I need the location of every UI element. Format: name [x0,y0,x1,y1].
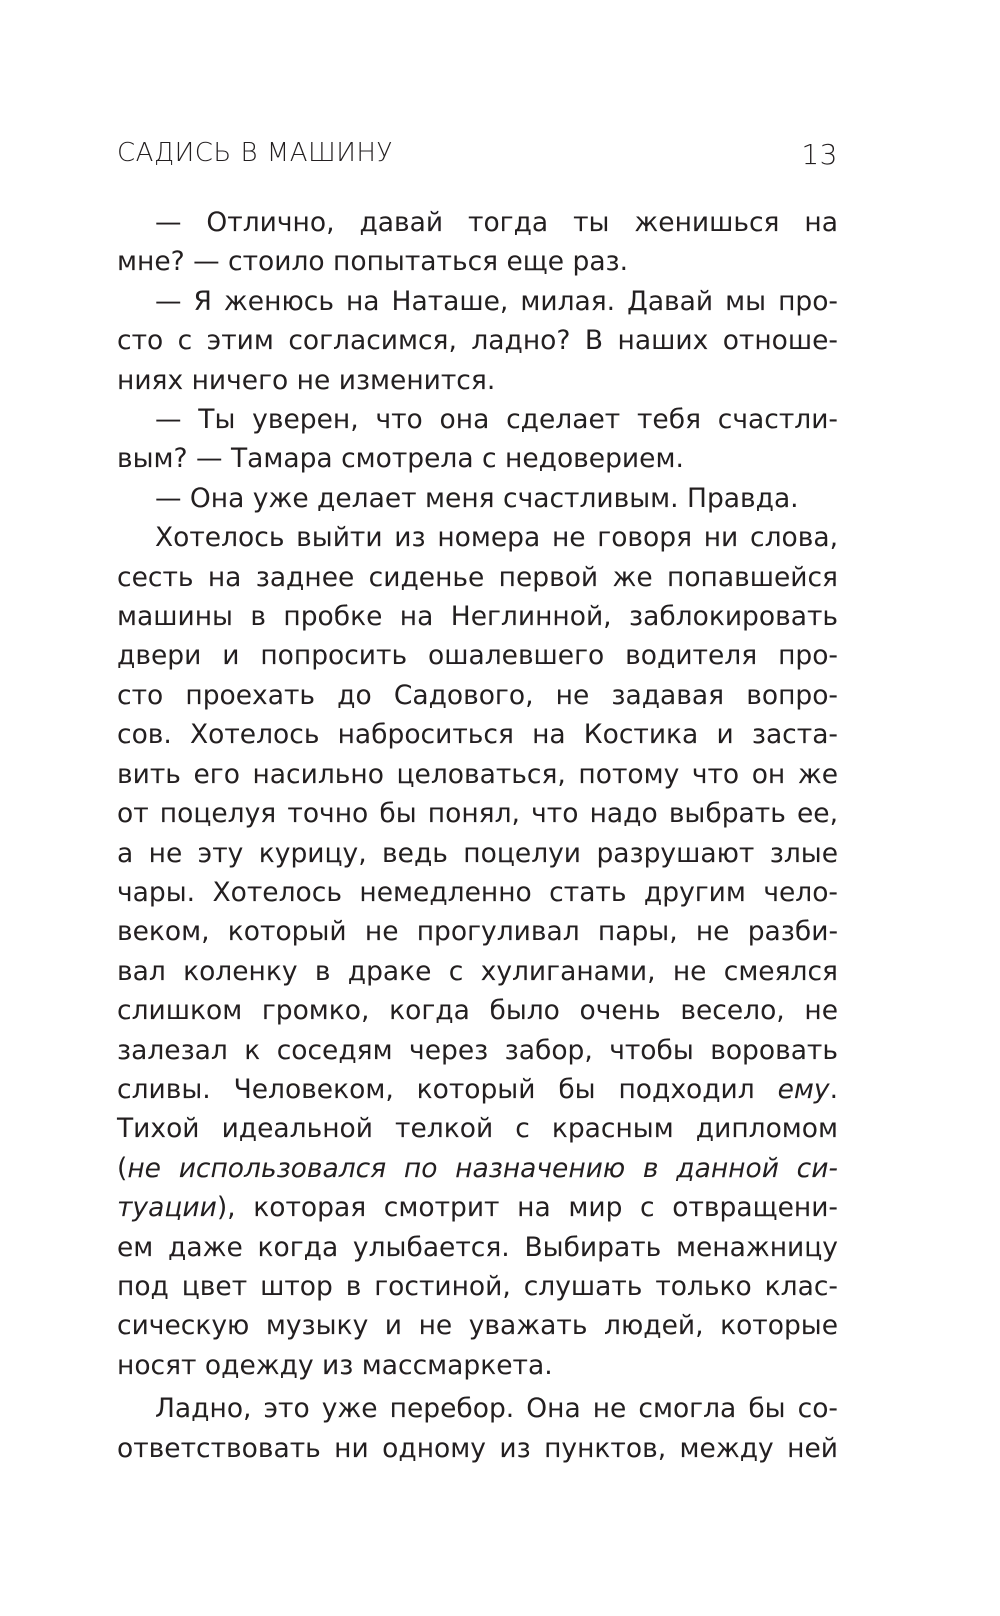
text-line: мне? — стоило попытаться еще раз. [117,246,629,278]
italic-run: ему [777,1073,830,1105]
text-line: залезал к соседям через забор, чтобы воровать [117,1034,838,1066]
text-line [117,1188,838,1227]
text-line: — Она уже делает меня счастливым. Правда. [155,482,799,514]
text-line: ответствовать ни одному из пунктов, между ней [117,1432,838,1464]
text-line: — Я женюсь на Наташе, милая. Давай мы про- [155,285,838,317]
italic-run: не использовался по назначению в данной си- [127,1152,838,1184]
text-line: вым? — Тамара смотрела с недоверием. [117,443,684,475]
text-line: носят одежду из массмаркета. [117,1349,553,1381]
text-line: Ладно, это уже перебор. Она не смогла бы со- [155,1393,838,1425]
text-run: сливы. Человеком, который бы подходил [117,1073,778,1105]
page-number: 13 [801,138,838,171]
body-text [117,203,838,1468]
text-line: двери и попросить ошалевшего водителя про- [117,640,838,672]
text-line [117,1070,838,1109]
text-line: — Ты уверен, что она сделает тебя счастли- [155,404,838,436]
text-line: ем даже когда улыбается. Выбирать менажницу [117,1231,838,1263]
text-line: вить его насильно целоваться, потому что он же [117,758,838,790]
text-line: Тихой идеальной телкой с красным дипломом [117,1113,838,1145]
text-line: ниях ничего не изменится. [117,364,496,396]
text-line: сесть на заднее сиденье первой же попавшейся [117,561,838,593]
italic-run: туации [117,1192,217,1224]
text-line: Хотелось выйти из номера не говоря ни слова, [155,522,838,554]
text-line: вал коленку в драке с хулиганами, не смеялся [117,955,838,987]
text-line: чары. Хотелось немедленно стать другим чело- [117,876,838,908]
text-line: от поцелуя точно бы понял, что надо выбрать ее, [117,798,838,830]
text-line: сов. Хотелось наброситься на Костика и заста- [117,719,838,751]
text-line: слишком громко, когда было очень весело, не [117,995,838,1027]
text-run: ), которая смотрит на мир с отвращени- [216,1192,838,1224]
text-line: сическую музыку и не уважать людей, которые [117,1310,838,1342]
text-line: сто проехать до Садового, не задавая вопро- [117,679,838,711]
text-run: . [829,1073,838,1105]
text-line: — Отлично, давай тогда ты женишься на [155,207,838,238]
text-line: машины в пробке на Неглинной, заблокировать [117,601,838,633]
text-line: под цвет штор в гостиной, слушать только клас- [117,1270,838,1302]
text-line: а не эту курицу, ведь поцелуи разрушают злые [117,837,838,869]
text-line [117,1149,838,1188]
text-line: веком, который не прогуливал пары, не разби- [117,916,838,948]
text-run: ( [117,1152,128,1184]
running-header [117,138,838,178]
text-line: сто с этим согласимся, ладно? В наших отноше- [117,325,838,357]
running-title: САДИСЬ В МАШИНУ [117,138,393,168]
